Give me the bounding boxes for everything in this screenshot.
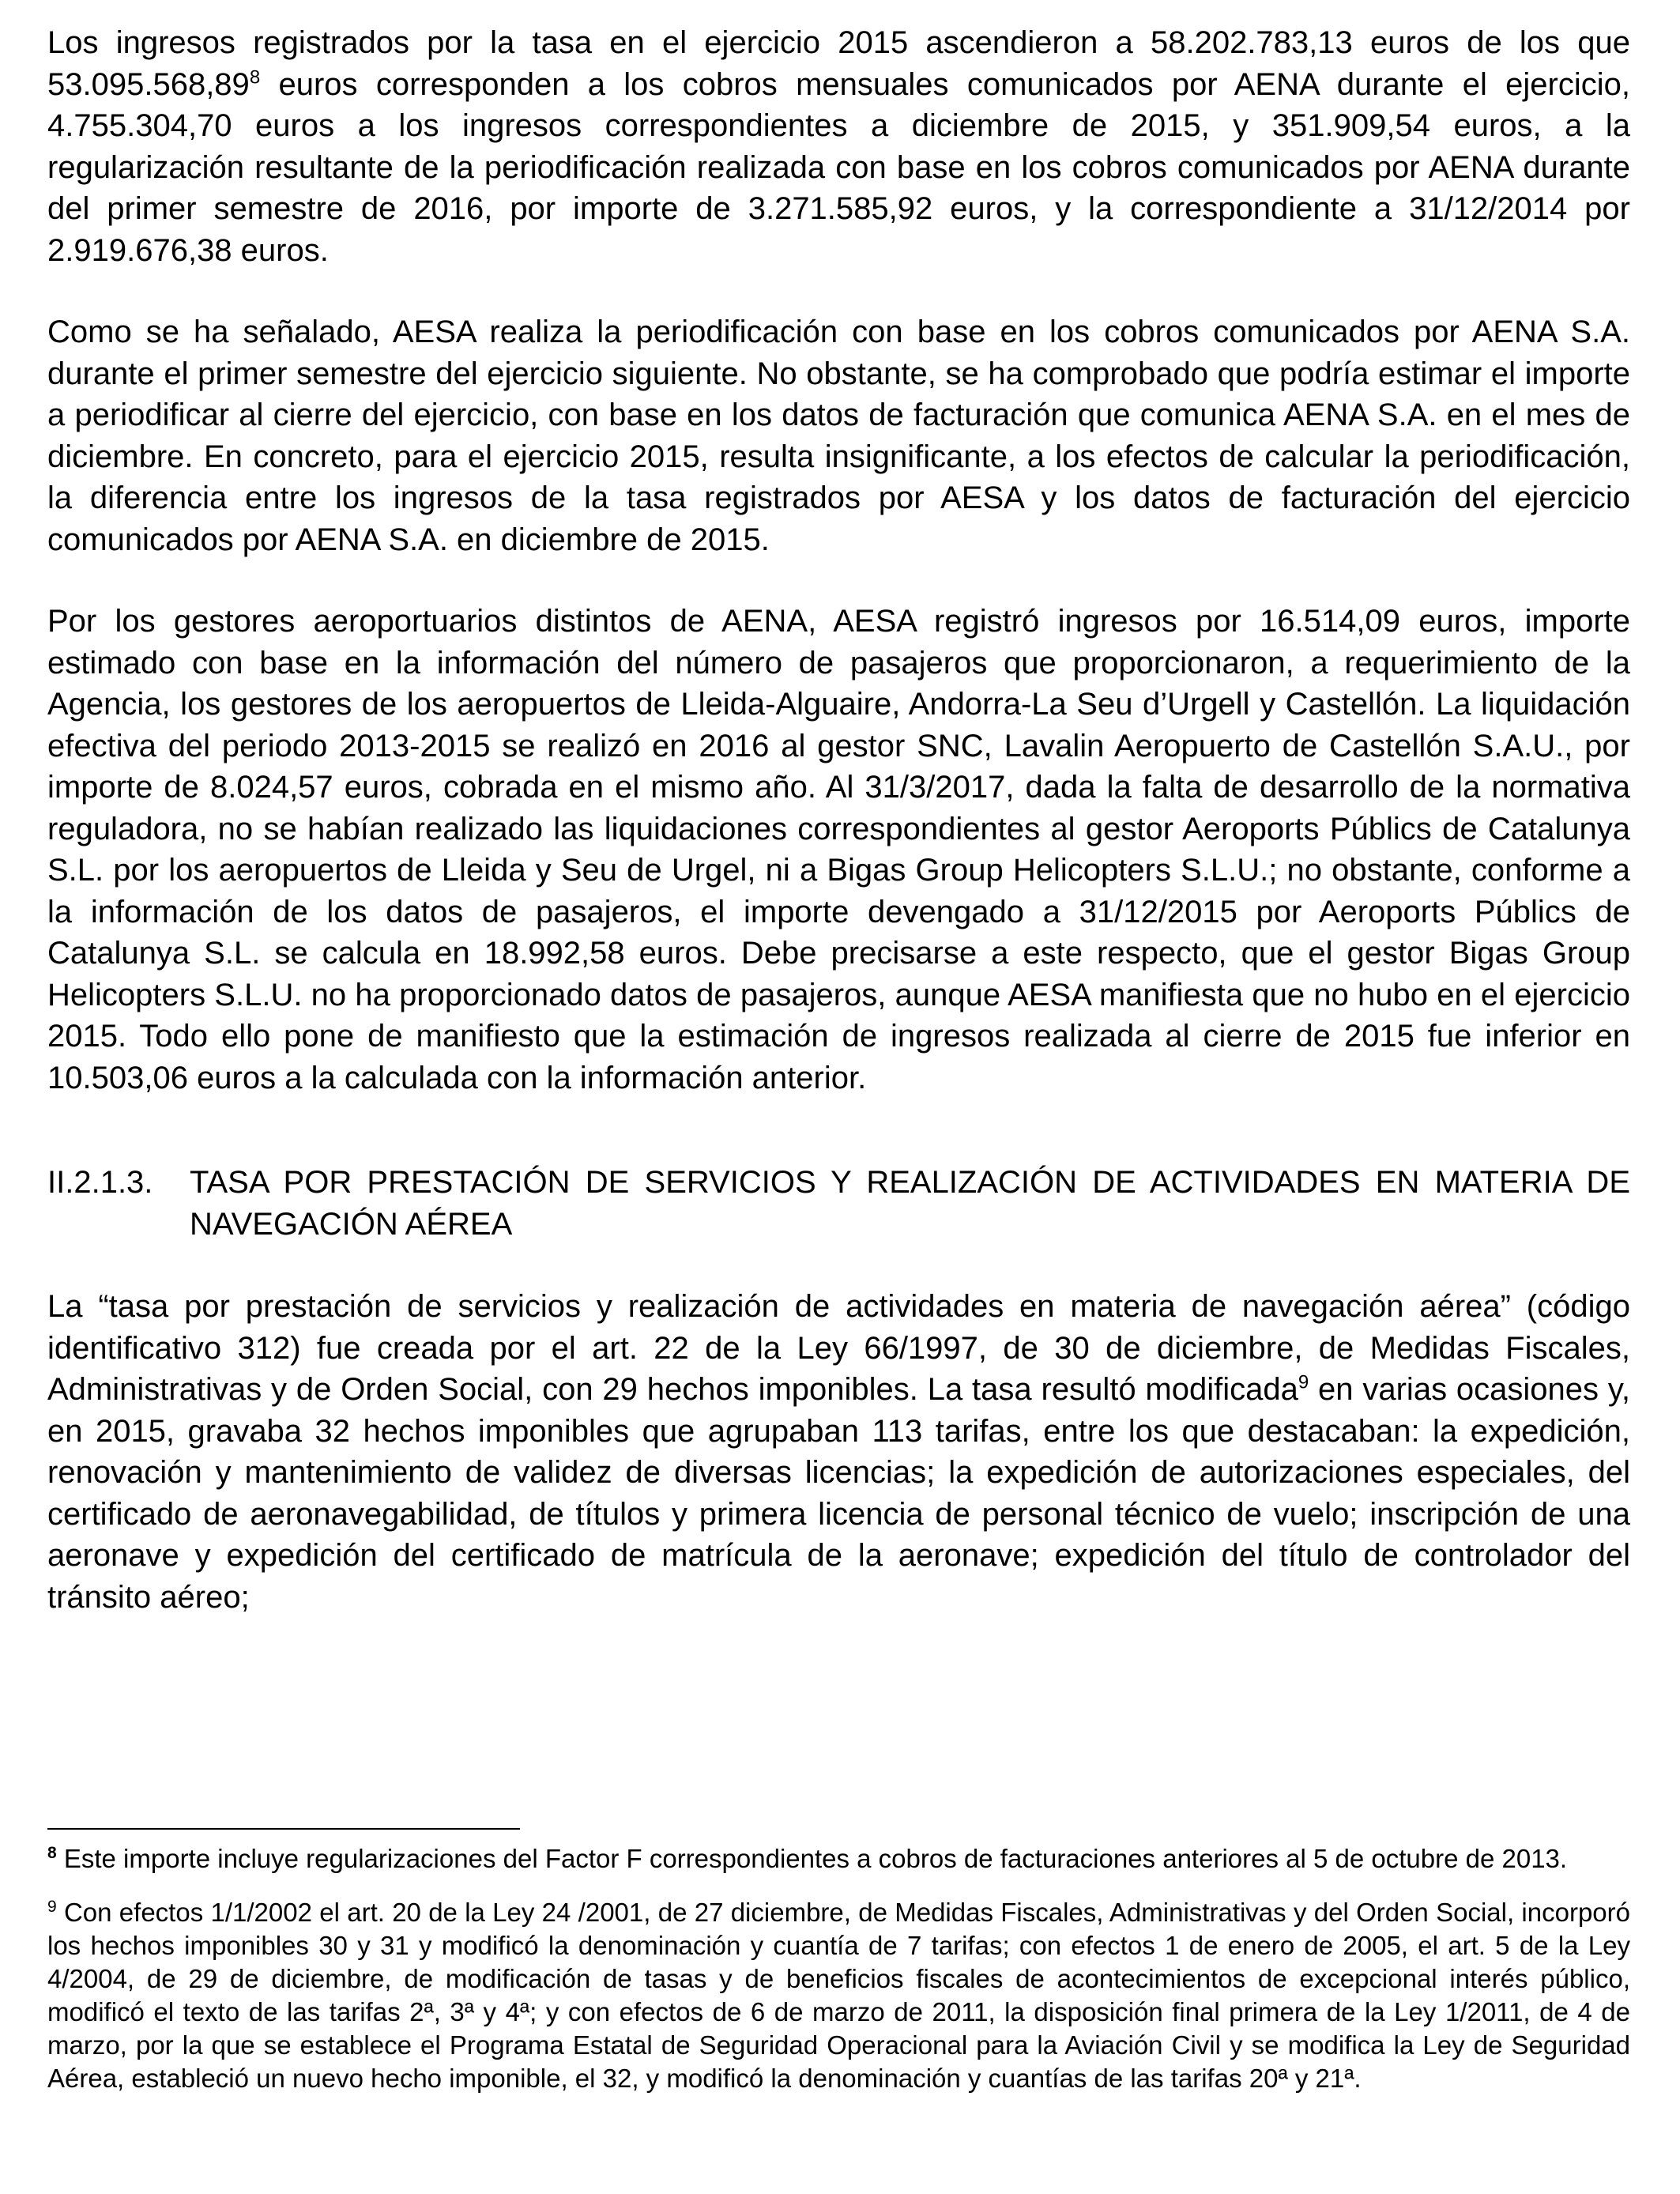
paragraph-gestores-aeroportuarios: Por los gestores aeroportuarios distintos de AENA, AESA registró ingresos por 16.514,09 euros, importe estimado con base en la información del número de pasajeros que proporcionaron, a requerimiento de la Agencia, los gestores de los aeropuertos de Lleida-Alguaire, Andorra-La Seu d’Urgell y Castellón. La liquidación efectiva del periodo 2013-2015 se realizó en 2016 al gestor SNC, Lavalin Aeropuerto de Castellón S.A.U., por importe de 8.024,57 euros, cobrada en el mismo año. Al 31/3/2017, dada la falta de desarrollo de la normativa reguladora, no se habían realizado las liquidaciones correspondientes al gestor Aeroports Públics de Catalunya S.L. por los aeropuertos de Lleida y Seu de Urgel, ni a Bigas Group Helicopters S.L.U.; no obstante, conforme a la información de los datos de pasajeros, el importe devengado a 31/12/2015 por Aeroports Públics de Catalunya S.L. se calcula en 18.992,58 euros. Debe precisarse a este respecto, que el gestor Bigas Group Helicopters S.L.U. no ha proporcionado datos de pasajeros, aunque AESA manifiesta que no hubo en el ejercicio 2015. Todo ello pone de manifiesto que la estimación de ingresos realizada al cierre de 2015 fue inferior en 10.503,06 euros a la calculada con la información anterior.	[47, 604, 1630, 1095]
footnote-9	[47, 1896, 1630, 2095]
footnotes	[47, 1842, 1630, 2095]
paragraph-text: La “tasa por prestación de servicios y realización de actividades en materia de navegación aérea” (código identificativo 312) fue creada por el art. 22 de la Ley 66/1997, de 30 de diciembre, de Medidas Fiscales, Administrativas y de Orden Social, con 29 hechos imponibles. La tasa resultó modificada	[47, 1289, 1630, 1407]
paragraph-text: en varias ocasiones y, en 2015, gravaba 32 hechos imponibles que agrupaban 113 tarifas, entre los que destacaban: la expedición, renovación y mantenimiento de validez de diversas licencias; la expedición de autorizaciones especiales, del certificado de aeronavegabilidad, de títulos y primera licencia de personal técnico de vuelo; inscripción de una aeronave y expedición del certificado de matrícula de la aeronave; expedición del título de controlador del tránsito aéreo;	[47, 1372, 1630, 1615]
footnote-separator	[47, 1828, 520, 1830]
paragraph-periodificacion: Como se ha señalado, AESA realiza la periodificación con base en los cobros comunicados por AENA S.A. durante el primer semestre del ejercicio siguiente. No obstante, se ha comprobado que podría estimar el importe a periodificar al cierre del ejercicio, con base en los datos de facturación que comunica AENA S.A. en el mes de diciembre. En concreto, para el ejercicio 2015, resulta insignificante, a los efectos de calcular la periodificación, la diferencia entre los ingresos de la tasa registrados por AESA y los datos de facturación del ejercicio comunicados por AENA S.A. en diciembre de 2015.	[47, 315, 1630, 557]
footnote-8	[47, 1842, 1630, 1875]
paragraph-ingresos-2015	[47, 22, 1630, 271]
section-number: II.2.1.3.	[47, 1165, 153, 1200]
paragraph-text: euros corresponden a los cobros mensuales comunicados por AENA durante el ejercicio, 4.755.304,70 euros a los ingresos correspondientes a diciembre de 2015, y 351.909,54 euros, a la regularización resultante de la periodificación realizada con base en los cobros comunicados por AENA durante del primer semestre de 2016, por importe de 3.271.585,92 euros, y la correspondiente a 31/12/2014 por 2.919.676,38 euros.	[47, 66, 1630, 268]
footnote-text: Con efectos 1/1/2002 el art. 20 de la Ley 24 /2001, de 27 diciembre, de Medidas Fiscales, Administrativas y del Orden Social, incorporó los hechos imponibles 30 y 31 y modificó la denominación y cuantía de 7 tarifas; con efectos 1 de enero de 2005, el art. 5 de la Ley 4/2004, de 29 de diciembre, de modificación de tasas y de beneficios fiscales de acontecimientos de excepcional interés público, modificó el texto de las tarifas 2ª, 3ª y 4ª; y con efectos de 6 de marzo de 2011, la disposición final primera de la Ley 1/2011, de 4 de marzo, por la que se establece el Programa Estatal de Seguridad Operacional para la Aviación Civil y se modifica la Ley de Seguridad Aérea, estableció un nuevo hecho imponible, el 32, y modificó la denominación y cuantías de las tarifas 20ª y 21ª.	[47, 1898, 1630, 2093]
footnote-ref-9[interactable]: 9	[1298, 1371, 1309, 1393]
footnote-mark: 8	[47, 1844, 57, 1862]
paragraph-tasa-navegacion	[47, 1286, 1630, 1618]
footnote-text: Este importe incluye regularizaciones del Factor F correspondientes a cobros de facturaciones anteriores al 5 de octubre de 2013.	[56, 1844, 1568, 1873]
footnote-mark: 9	[47, 1898, 57, 1916]
footnote-ref-8[interactable]: 8	[249, 66, 261, 89]
document-page	[47, 22, 1630, 1618]
paragraph-text: Los ingresos registrados por la tasa en el ejercicio 2015 ascendieron a 58.202.783,13 euros de los que 53.095.568,89	[47, 25, 1630, 102]
section-title: TASA POR PRESTACIÓN DE SERVICIOS Y REALIZACIÓN DE ACTIVIDADES EN MATERIA DE NAVEGACIÓN AÉREA	[190, 1165, 1630, 1242]
section-heading	[47, 1162, 1630, 1245]
